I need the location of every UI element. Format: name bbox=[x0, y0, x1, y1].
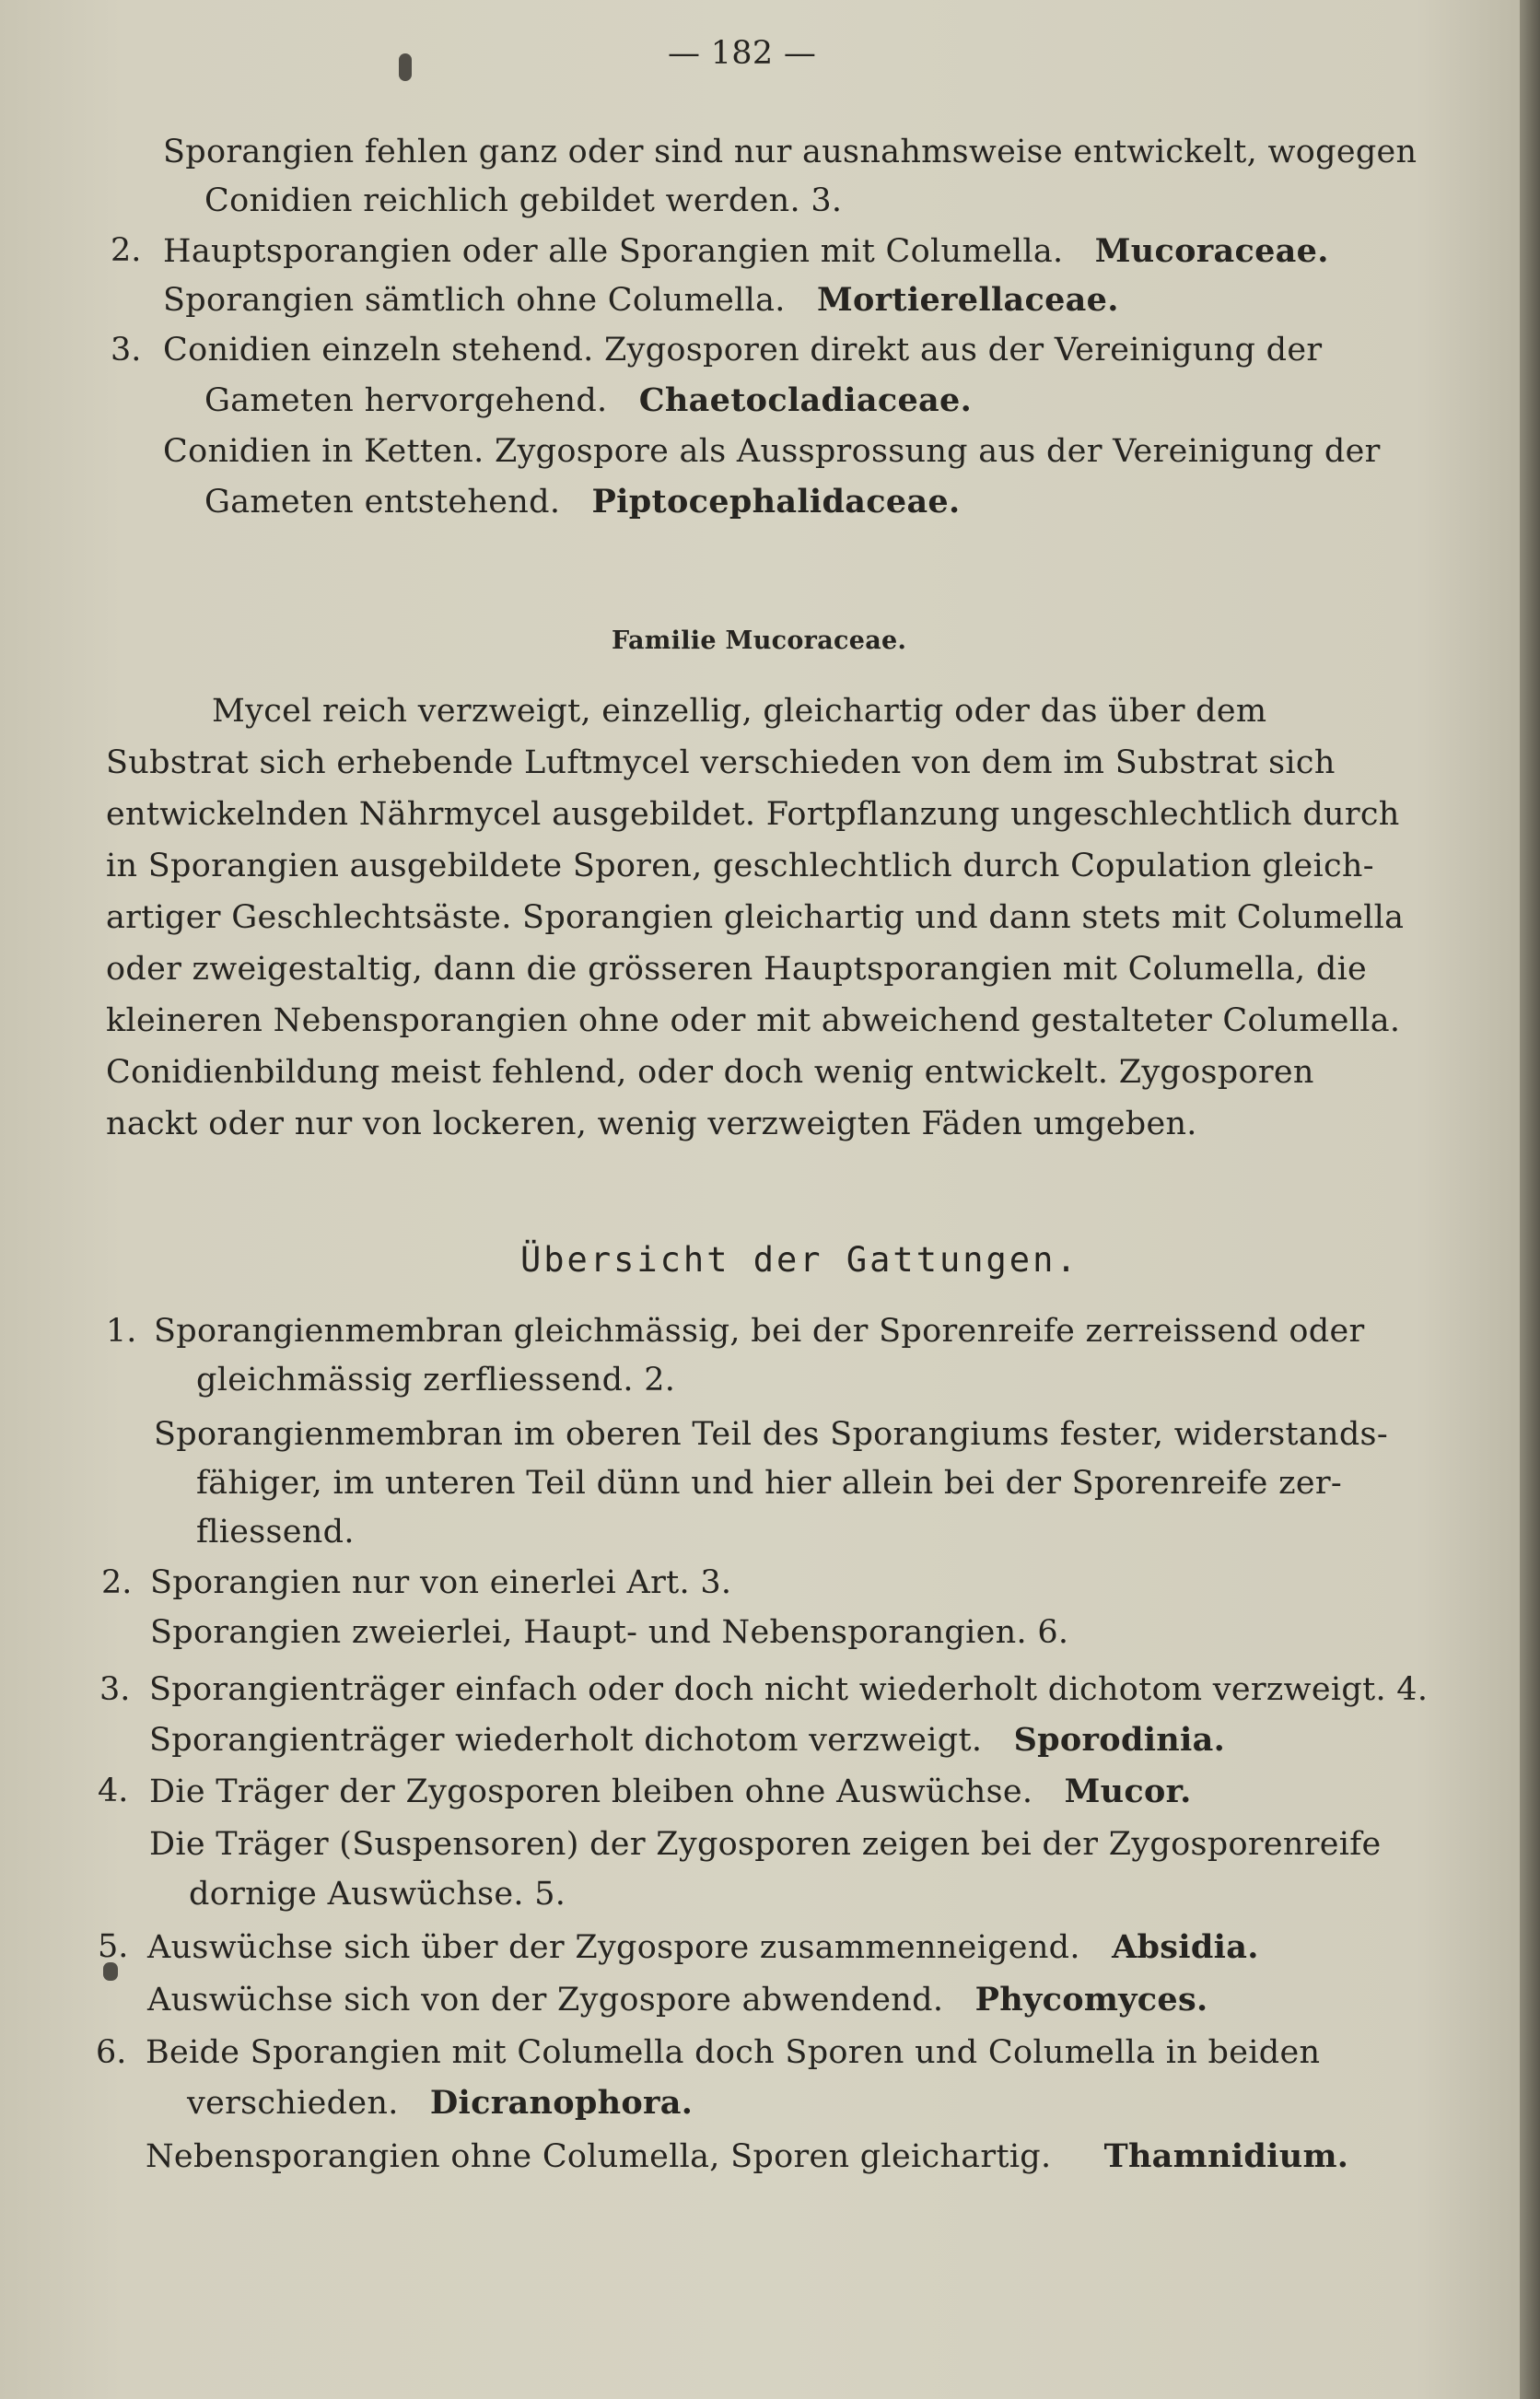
family-name: Mucoraceae. bbox=[1094, 232, 1329, 270]
genus-name: Dicranophora. bbox=[429, 2084, 694, 2122]
family-heading: Familie Mucoraceae. bbox=[612, 626, 907, 655]
key-line: Auswüchse sich über der Zygospore zusammenneigend. Absidia. bbox=[147, 1928, 1259, 1966]
genera-heading: Übersicht der Gattungen. bbox=[520, 1240, 1079, 1280]
family-name: Chaetocladiaceae. bbox=[638, 381, 973, 419]
description-line: kleineren Nebensporangien ohne oder mit abweichend gestalteter Columella. bbox=[106, 1002, 1401, 1039]
key-number: 5. bbox=[98, 1928, 129, 1965]
key-number: 2. bbox=[101, 1564, 133, 1601]
key-number: 1. bbox=[106, 1313, 137, 1350]
key-number: 3. bbox=[111, 332, 142, 369]
key-line: Beide Sporangien mit Columella doch Sporen und Columella in beiden bbox=[146, 2034, 1321, 2071]
key-number: 2. bbox=[111, 232, 142, 269]
key-line: Die Träger der Zygosporen bleiben ohne Auswüchse. Mucor. bbox=[149, 1773, 1192, 1810]
key-line: Nebensporangien ohne Columella, Sporen gleichartig. Thamnidium. bbox=[146, 2137, 1349, 2175]
description-line: Mycel reich verzweigt, einzellig, gleichartig oder das über dem bbox=[212, 693, 1267, 730]
key-number: 6. bbox=[96, 2034, 127, 2071]
key-line: Hauptsporangien oder alle Sporangien mit Columella. Mucoraceae. bbox=[163, 232, 1329, 270]
key-line: Sporangien sämtlich ohne Columella. Mortierellaceae. bbox=[163, 281, 1119, 319]
description-line: oder zweigestaltig, dann die grösseren Hauptsporangien mit Columella, die bbox=[106, 951, 1368, 988]
key-line: Sporangien fehlen ganz oder sind nur ausnahmsweise entwickelt, wogegen bbox=[163, 134, 1418, 170]
key-number: 4. bbox=[98, 1773, 129, 1809]
key-line: Sporangienträger einfach oder doch nicht wiederholt dichotom verzweigt. 4. bbox=[149, 1671, 1429, 1708]
family-name: Piptocephalidaceae. bbox=[591, 483, 961, 521]
key-line: Conidien reichlich gebildet werden. 3. bbox=[204, 182, 843, 219]
description-line: in Sporangien ausgebildete Sporen, geschlechtlich durch Copulation gleich- bbox=[106, 848, 1374, 884]
genus-name: Phycomyces. bbox=[974, 1981, 1208, 2019]
key-line: Auswüchse sich von der Zygospore abwendend. Phycomyces. bbox=[147, 1981, 1208, 2019]
key-line: Conidien einzeln stehend. Zygosporen direkt aus der Vereinigung der bbox=[163, 332, 1323, 369]
ink-smudge bbox=[103, 1962, 118, 1981]
key-line: fähiger, im unteren Teil dünn und hier allein bei der Sporenreife zer- bbox=[196, 1465, 1343, 1502]
key-line: Gameten hervorgehend. Chaetocladiaceae. bbox=[204, 381, 973, 419]
genus-name: Mucor. bbox=[1064, 1773, 1192, 1810]
description-line: artiger Geschlechtsäste. Sporangien gleichartig und dann stets mit Columella bbox=[106, 899, 1405, 936]
genus-name: Absidia. bbox=[1112, 1928, 1259, 1966]
description-line: Substrat sich erhebende Luftmycel verschieden von dem im Substrat sich bbox=[106, 744, 1336, 781]
key-number: 3. bbox=[99, 1671, 131, 1708]
description-line: entwickelnden Nährmycel ausgebildet. Fortpflanzung ungeschlechtlich durch bbox=[106, 796, 1400, 833]
key-line: Sporangien nur von einerlei Art. 3. bbox=[150, 1564, 732, 1601]
key-line: Die Träger (Suspensoren) der Zygosporen zeigen bei der Zygosporenreife bbox=[149, 1826, 1382, 1863]
key-line: fliessend. bbox=[196, 1514, 355, 1551]
key-line: verschieden. Dicranophora. bbox=[187, 2084, 694, 2122]
key-line: Gameten entstehend. Piptocephalidaceae. bbox=[204, 483, 961, 521]
key-line: Sporangienmembran gleichmässig, bei der Sporenreife zerreissend oder bbox=[154, 1313, 1365, 1350]
genus-name: Sporodinia. bbox=[1013, 1721, 1226, 1759]
genus-name: Thamnidium. bbox=[1103, 2137, 1349, 2175]
family-name: Mortierellaceae. bbox=[816, 281, 1119, 319]
key-line: gleichmässig zerfliessend. 2. bbox=[196, 1362, 676, 1398]
page-number: — 182 — bbox=[668, 35, 817, 72]
key-line: Sporangienträger wiederholt dichotom verzweigt. Sporodinia. bbox=[149, 1721, 1226, 1759]
key-line: Sporangienmembran im oberen Teil des Sporangiums fester, widerstands- bbox=[154, 1416, 1388, 1453]
ink-smudge bbox=[399, 53, 412, 81]
description-line: Conidienbildung meist fehlend, oder doch wenig entwickelt. Zygosporen bbox=[106, 1054, 1314, 1091]
description-line: nackt oder nur von lockeren, wenig verzweigten Fäden umgeben. bbox=[106, 1106, 1197, 1142]
key-line: Conidien in Ketten. Zygospore als Aussprossung aus der Vereinigung der bbox=[163, 433, 1381, 470]
key-line: Sporangien zweierlei, Haupt- und Nebensporangien. 6. bbox=[150, 1614, 1069, 1651]
page-edge bbox=[1520, 0, 1540, 2399]
key-line: dornige Auswüchse. 5. bbox=[189, 1876, 566, 1913]
